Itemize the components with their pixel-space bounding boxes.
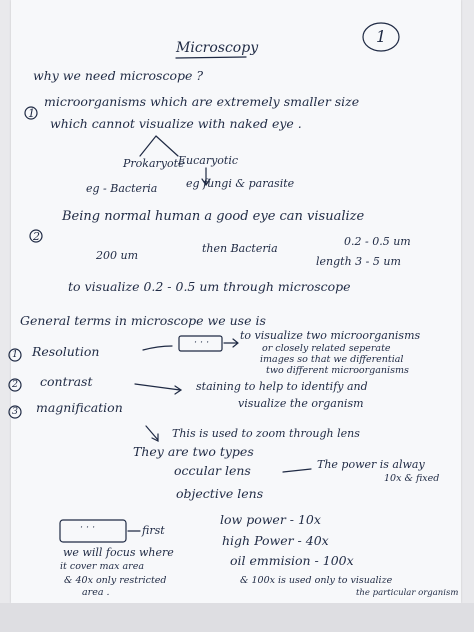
visualize-line: to visualize 0.2 - 0.5 um through microscope [68, 279, 351, 294]
eukaryote-example: eg fungi & parasite [186, 177, 295, 190]
focus-note-line4: area . [82, 587, 110, 598]
term1-label: Resolution [32, 344, 100, 359]
point1-line1: microorganisms which are extremely smaller size [44, 94, 360, 109]
page-title: Microscopy [176, 40, 259, 56]
oil-note-line2: the particular organism [356, 588, 459, 598]
eukaryote-label: Eucaryotic [178, 154, 239, 167]
term3-note-line1: This is used to zoom through lens [172, 427, 360, 440]
magnification-arrow [146, 426, 158, 441]
point2-eye-size: 200 um [96, 249, 139, 262]
lens-types-intro: They are two types [133, 444, 254, 459]
ocular-lens-power: 10x & fixed [384, 473, 440, 484]
point1-number: 1 [28, 107, 35, 120]
page-number: 1 [376, 27, 387, 46]
ocular-dash [283, 469, 311, 472]
point1-line2: which cannot visualize with naked eye . [50, 116, 302, 131]
term2-note-line2: visualize the organism [238, 397, 364, 410]
term3-label: magnification [36, 400, 123, 415]
term1-number: 1 [12, 349, 19, 360]
point2-bacteria-size: 0.2 - 0.5 um [344, 235, 411, 248]
first-label: first [142, 524, 165, 537]
point2-length: length 3 - 5 um [316, 255, 401, 268]
objective-lens-label: objective lens [176, 486, 264, 501]
prokaryote-example: eg - Bacteria [86, 182, 158, 195]
branch-lines [140, 136, 178, 156]
ocular-lens-note: The power is alway [317, 458, 425, 471]
general-terms-heading: General terms in microscope we use is [20, 313, 266, 328]
low-power: low power - 10x [220, 512, 321, 527]
term1-note-line2: or closely related seperate [262, 343, 391, 354]
term2-number: 2 [12, 379, 19, 390]
term1-note-line3: images so that we differential [260, 354, 404, 365]
term3-number: 3 [12, 406, 19, 417]
why-heading: why we need microscope ? [33, 68, 204, 83]
slide-dots: · · · [194, 337, 210, 348]
contrast-arrow [135, 384, 181, 394]
term1-note-line1: to visualize two microorganisms [240, 329, 421, 342]
term1-note-line4: two different microorganisms [266, 365, 409, 376]
point2-then: then Bacteria [202, 242, 278, 255]
resolution-arrow [143, 346, 172, 350]
slide-to-note-arrow [224, 339, 238, 347]
focus-note-line3: & 40x only restricted [64, 575, 167, 586]
title-underline [176, 57, 246, 58]
ocular-lens-label: occular lens [174, 463, 251, 478]
oil-note-line1: & 100x is used only to visualize [240, 575, 393, 586]
term2-label: contrast [40, 374, 93, 389]
point2-line1: Being normal human a good eye can visualize [62, 209, 365, 224]
prokaryote-label: Prokaryote [123, 157, 185, 170]
focus-slide-dots: · · · [80, 522, 96, 533]
focus-note-line1: we will focus where [63, 546, 174, 559]
high-power: high Power - 40x [222, 533, 329, 548]
point2-number: 2 [33, 230, 40, 243]
focus-note-line2: it cover max area [60, 561, 145, 572]
oil-emmision: oil emmision - 100x [230, 553, 354, 568]
term2-note-line1: staining to help to identify and [196, 380, 368, 393]
